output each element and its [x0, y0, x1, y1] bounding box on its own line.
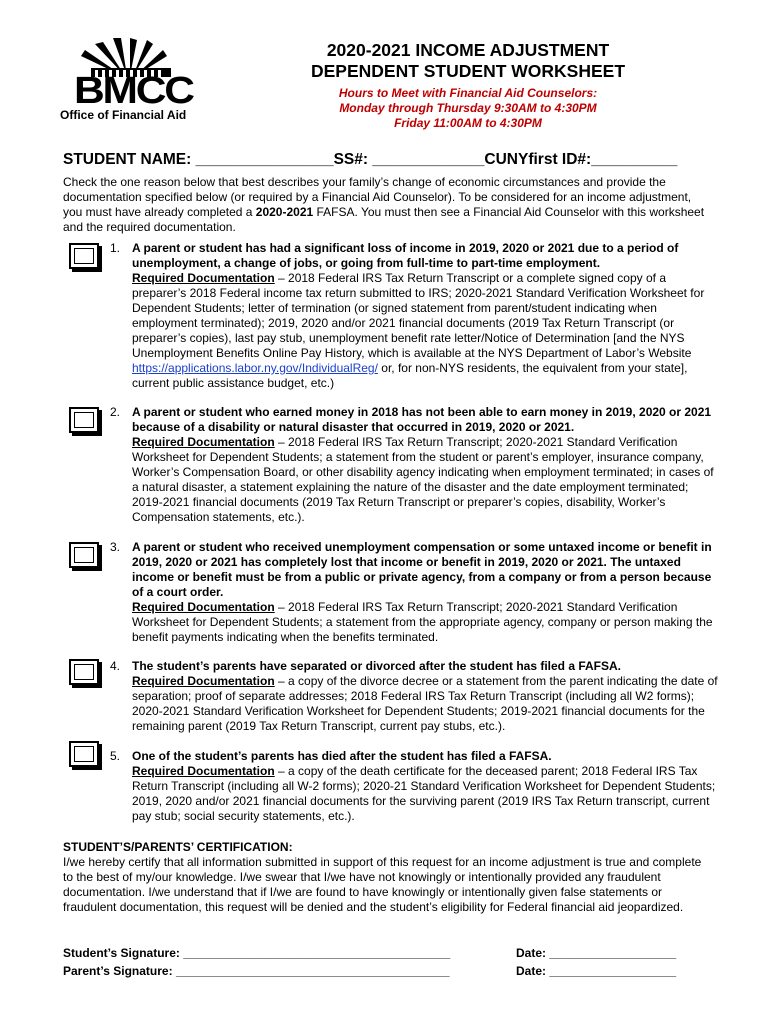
parent-signature-field[interactable]: _________________________________________ — [175, 964, 450, 978]
cunyfirst-field[interactable]: __________ — [591, 151, 678, 168]
intro-text-b: FAFSA. You must then see a Financial Aid Counselor with this worksheet and the required documentation. — [63, 205, 705, 234]
required-docs-label: Required Documentation — [132, 764, 275, 778]
student-signature-label: Student’s Signature: — [63, 946, 180, 960]
student-info-line — [63, 151, 677, 169]
office-label: Office of Financial Aid — [60, 108, 187, 122]
required-docs-label: Required Documentation — [132, 435, 275, 449]
intro-year: 2020-2021 — [255, 205, 314, 219]
option-heading: A parent or student has had a significant loss of income in 2019, 2020 or 2021 due to a period of unemployment, a change of jobs, or going from full-time to part-time employment. — [132, 241, 679, 270]
hours-weekdays: Monday through Thursday 9:30AM to 4:30PM — [339, 101, 597, 115]
cunyfirst-label: CUNYfirst ID#: — [484, 151, 592, 168]
office-hours — [286, 86, 650, 131]
title-block — [286, 40, 650, 131]
required-docs-text: – 2018 Federal IRS Tax Return Transcript; 2020-2021 Standard Verification Worksheet for Dependent Students; a statement from the student or parent’s employer, insurance company, Worker’s Compensation Board, or other disability agency indicating when employment terminated; in cases of a natural disaster, a statement explaining the nature of the disaster and the date employment terminated; 2019-2021 financial documents (2019 Tax Return Transcript or preparer’s copies, disability, Worker’s Compensation statements, etc.). — [132, 435, 714, 524]
required-docs-text-cont: or, for non-NYS residents, the equivalent from your state], current public assistance budget, etc.) — [132, 361, 688, 390]
parent-date-field[interactable]: ___________________ — [549, 964, 677, 978]
parent-signature-label: Parent’s Signature: — [63, 964, 173, 978]
required-docs-text: – 2018 Federal IRS Tax Return Transcript; 2020-2021 Standard Verification Worksheet for Dependent Students; a statement from the appropriate agency, company or person making the benefit payments indicating when the benefits terminated. — [132, 600, 713, 644]
student-name-label: STUDENT NAME: — [63, 151, 192, 168]
option-heading: A parent or student who earned money in 2018 has not been able to earn money in 2019, 2020 or 2021 because of a disability or natural disaster that occurred in 2019, 2020 or 2021. — [132, 405, 712, 434]
student-signature-field[interactable]: ________________________________________ — [183, 946, 451, 960]
required-docs-label: Required Documentation — [132, 271, 275, 285]
ss-field[interactable]: _____________ — [372, 151, 485, 168]
student-date-field[interactable]: ___________________ — [549, 946, 677, 960]
option-5-checkbox[interactable] — [69, 741, 99, 767]
option-3-checkbox[interactable] — [69, 542, 99, 568]
hours-heading: Hours to Meet with Financial Aid Counselors: — [338, 86, 598, 100]
option-2-checkbox[interactable] — [69, 407, 99, 433]
hours-friday: Friday 11:00AM to 4:30PM — [394, 116, 542, 130]
required-docs-label: Required Documentation — [132, 674, 275, 688]
option-number: 4. — [110, 659, 121, 673]
date-label: Date: — [516, 964, 547, 978]
certification — [63, 840, 703, 915]
student-signature-line — [63, 946, 450, 960]
option-1-checkbox[interactable] — [69, 243, 99, 269]
intro-text-a: Check the one reason below that best describes your family’s change of economic circumstances and provide the documentation specified below (or required by a Financial Aid Counselor). To be considered for an income adjustment, you must have already completed a — [63, 175, 692, 219]
option-body — [132, 405, 722, 525]
option-4-checkbox[interactable] — [69, 659, 99, 685]
ss-label: SS#: — [333, 151, 369, 168]
option-number: 3. — [110, 540, 121, 554]
option-body — [132, 540, 722, 645]
required-docs-text: – a copy of the divorce decree or a statement from the parent indicating the date of separation; proof of separate addresses; 2018 Federal IRS Tax Return Transcript (including all W2 forms); 2020-2021 Standard Verification Worksheet for Dependent Students; 2019-2021 financial documents for the remaining parent (2019 Tax Return Transcript, current pay stubs, etc.). — [132, 674, 718, 733]
certification-text: I/we hereby certify that all information submitted in support of this request for an income adjustment is true and complete to the best of my/our knowledge. I/we swear that I/we have not knowingly or intentionally provided any fraudulent documentation. I/we understand that if I/we are found to have knowingly or intentionally given false statements or fraudulent documentation, this request will be denied and the student’s eligibility for Federal financial aid jeopardized. — [63, 855, 702, 914]
page-header — [0, 0, 770, 150]
certification-heading: STUDENT’S/PARENTS’ CERTIFICATION: — [63, 840, 293, 854]
parent-signature-line — [63, 964, 450, 978]
required-docs-text: – 2018 Federal IRS Tax Return Transcript or a complete signed copy of a preparer’s 2018 Federal income tax return submitted to IRS; 2020-2021 Standard Verification Worksheet for Dependent Students; letter of termination (or signed statement from parent/student indicating when employment terminated); 2019, 2020 and/or 2021 financial documents (2019 Tax Return Transcript (or preparer’s copies), last pay stub, unemployment benefit rate letter/Notice of Determination [and the NYS Unemployment Benefits Online Pay History, which is available at the NYS Department of Labor’s Website — [132, 271, 705, 360]
instructions — [63, 175, 713, 235]
option-body — [132, 659, 722, 734]
required-docs-label: Required Documentation — [132, 600, 275, 614]
student-date-line — [516, 946, 676, 960]
option-number: 2. — [110, 405, 121, 419]
nys-labor-link[interactable]: https://applications.labor.ny.gov/IndividualReg/ — [132, 361, 378, 375]
option-number: 1. — [110, 241, 121, 255]
option-number: 5. — [110, 749, 121, 763]
option-heading: One of the student’s parents has died after the student has filed a FAFSA. — [132, 749, 552, 763]
option-heading: The student’s parents have separated or divorced after the student has filed a FAFSA. — [132, 659, 622, 673]
required-docs-text: – a copy of the death certificate for the deceased parent; 2018 Federal IRS Tax Return Transcript (including all W-2 forms); 2020-21 Standard Verification Worksheet for Dependent Students; 2019, 2020 and/or 2021 financial documents for the surviving parent (2019 IRS Tax Return transcript, current pay stub; social security statements, etc.). — [132, 764, 716, 823]
student-name-field[interactable]: ________________ — [195, 151, 334, 168]
option-body — [132, 749, 722, 824]
date-label: Date: — [516, 946, 547, 960]
option-body — [132, 241, 722, 391]
option-heading: A parent or student who received unemployment compensation or some untaxed income or benefit in 2019, 2020 or 2021 has completely lost that income or benefit in 2019, 2020 or 2021. The untaxed income or benefit must be from a public or private agency, from a company or from a person because of a court order. — [132, 540, 712, 599]
parent-date-line — [516, 964, 676, 978]
page-subtitle: DEPENDENT STUDENT WORKSHEET — [310, 61, 626, 81]
page-title: 2020-2021 INCOME ADJUSTMENT — [326, 40, 610, 60]
logo-text: BMCC — [74, 70, 193, 112]
